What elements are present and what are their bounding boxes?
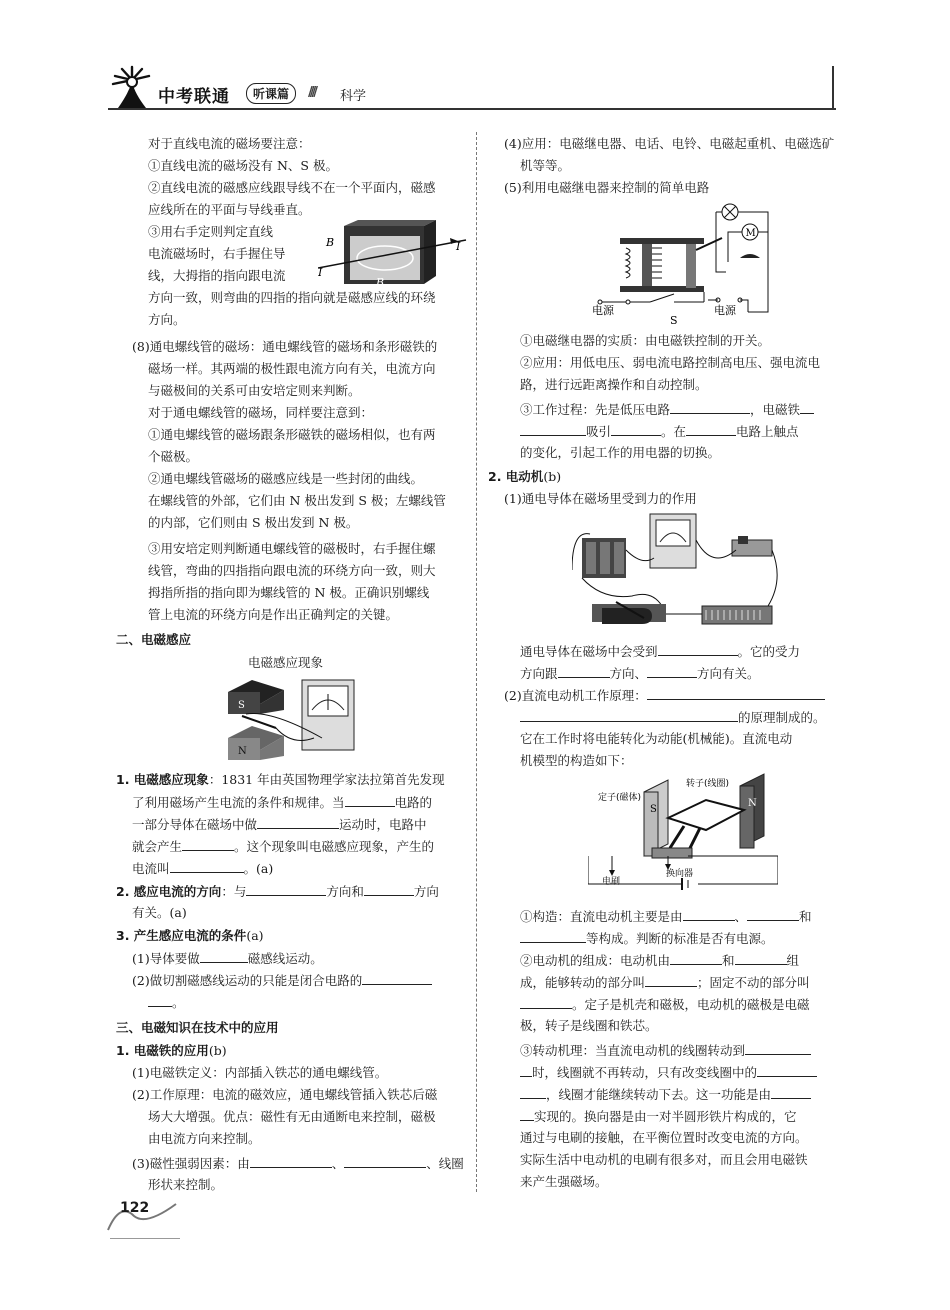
question-4 (116, 1043, 227, 1059)
question-text: 。它的受力 (737, 644, 801, 659)
text-line: ③用安培定则判断通电螺线管的磁极时，右手握住螺 (148, 541, 436, 556)
straight-wire-field-figure (318, 220, 468, 288)
text-line: ①直线电流的磁场没有 N、S 极。 (148, 158, 338, 173)
label-stator: 定子(磁体) (598, 793, 642, 803)
text-line: 极，转子是线圈和铁芯。 (520, 1018, 658, 1033)
fill-blank[interactable] (148, 994, 172, 1007)
fill-blank[interactable] (745, 1042, 811, 1055)
fill-blank[interactable] (520, 423, 586, 436)
text-line (520, 908, 812, 925)
text-line (148, 994, 185, 1011)
question-text: 等构成。判断的标准是否有电源。 (586, 931, 774, 946)
question-text: ：1831 年由英国物理学家法拉第首先发现 (208, 772, 445, 787)
question-text: ，线圈才能继续转动下去。这一功能是由 (546, 1087, 772, 1102)
question-text: 和 (722, 953, 735, 968)
question-text: 通电导体在磁场中会受到 (520, 644, 658, 659)
text-line: 的变化，引起工作的用电器的切换。 (520, 445, 721, 460)
question-heading: 1. 电磁感应现象 (116, 772, 209, 787)
question-text: ；固定不动的部分叫 (697, 975, 810, 990)
text-line: 与磁极间的关系可由安培定则来判断。 (148, 383, 361, 398)
question-heading: 2. 感应电流的方向 (116, 884, 222, 899)
question-text: 和 (799, 909, 812, 924)
question-text: 的原理制成的。 (738, 710, 826, 725)
question-text: 一部分导体在磁场中做 (132, 817, 258, 832)
text-line (132, 950, 323, 967)
text-line (520, 709, 826, 726)
fill-blank[interactable] (364, 883, 414, 896)
text-line (132, 860, 273, 877)
text-line (132, 972, 432, 989)
question-text: 方向 (413, 884, 439, 899)
text-line: 方向。 (148, 312, 186, 327)
fill-blank[interactable] (558, 665, 610, 678)
fill-blank[interactable] (200, 950, 248, 963)
fill-blank[interactable] (520, 1108, 534, 1121)
subject-label: 科学 (340, 89, 367, 104)
page-number: 122 (120, 1200, 150, 1216)
question-text: 就会产生 (132, 839, 183, 854)
text-line: 机等等。 (520, 158, 571, 173)
text-line (520, 643, 800, 660)
text-line (504, 687, 825, 704)
text-line: 路，进行远距离操作和自动控制。 (520, 377, 708, 392)
text-line: 由电流方向来控制。 (148, 1131, 261, 1146)
dc-motor-figure (588, 772, 778, 896)
text-line: 形状来控制。 (148, 1177, 224, 1192)
text-line: ②直线电流的磁感应线跟导线不在一个平面内，磁感 (148, 180, 436, 195)
text-line: 的内部，它们则由 S 极出发到 N 极。 (148, 515, 359, 530)
question-text: 实现的。换向器是由一对半圆形铁片构成的，它 (534, 1109, 797, 1124)
question-text: 、线圈 (426, 1156, 464, 1171)
question-text: 运动时，电路中 (339, 817, 427, 832)
text-line (520, 952, 799, 969)
text-line: (1)通电导体在磁场里受到力的作用 (504, 491, 697, 506)
em-induction-figure (222, 676, 356, 762)
question-text: ③工作过程：先是低压电路 (520, 402, 671, 417)
fill-blank[interactable] (645, 974, 697, 987)
text-line: ①电磁继电器的实质：由电磁铁控制的开关。 (520, 333, 771, 348)
fill-blank[interactable] (170, 860, 244, 873)
text-line: (4)应用：电磁继电器、电话、电铃、电磁起重机、电磁选矿 (504, 136, 835, 151)
force-on-conductor-figure (572, 510, 784, 636)
fill-blank[interactable] (182, 838, 234, 851)
question-text: 方向和 (326, 884, 364, 899)
question-3 (116, 928, 264, 944)
text-line (520, 1042, 811, 1059)
label-s: S (238, 700, 245, 711)
fill-blank[interactable] (771, 1086, 811, 1099)
question-text: 电路的 (394, 795, 433, 810)
question-text: 。这个现象叫电磁感应现象，产生的 (234, 839, 435, 854)
text-line: 对于直线电流的磁场要注意： (148, 136, 311, 151)
question-1 (116, 772, 445, 788)
question-text: 磁感线运动。 (247, 951, 323, 966)
text-line: 磁场一样。其两端的极性跟电流方向有关，电流方向 (148, 361, 436, 376)
text-line: 管上电流的环绕方向是作出正确判定的关键。 (148, 607, 399, 622)
fill-blank[interactable] (683, 908, 735, 921)
sun-tree-logo-icon (108, 64, 156, 110)
question-heading: 2. 电动机 (488, 469, 544, 484)
text-line (132, 794, 432, 811)
label-i1: I (318, 266, 323, 279)
text-line: ③用右手定则判定直线 (148, 224, 274, 239)
question-text: 组 (786, 953, 800, 968)
column-divider (476, 132, 477, 1192)
question-text: (b) (208, 1043, 227, 1058)
text-line: (5)利用电磁继电器来控制的简单电路 (504, 180, 710, 195)
question-motor (488, 469, 561, 485)
text-line (520, 423, 799, 440)
question-text: 。定子是机壳和磁极，电动机的磁极是电磁 (572, 997, 810, 1012)
text-line: (8)通电螺线管的磁场：通电螺线管的磁场和条形磁铁的 (132, 339, 438, 354)
decor-slashes: //// (308, 85, 315, 100)
text-line: 线管，弯曲的四指指向跟电流的环绕方向一致，则大 (148, 563, 436, 578)
text-line (520, 1064, 817, 1081)
label-motor-n: N (748, 798, 757, 809)
text-line (520, 930, 774, 947)
text-line: 对于通电螺线管的磁场，同样要注意到： (148, 405, 374, 420)
label-b1: B (326, 236, 335, 249)
question-2 (116, 883, 439, 900)
fill-blank[interactable] (520, 709, 738, 722)
text-line (520, 974, 810, 991)
question-text: ②电动机的组成：电动机由 (520, 953, 671, 968)
text-line: ①通电螺线管的磁场跟条形磁铁的磁场相似，也有两 (148, 427, 436, 442)
question-text: (2)直流电动机工作原理： (504, 688, 647, 703)
label-n: N (238, 746, 247, 757)
header-rule (108, 108, 836, 110)
fill-blank[interactable] (735, 952, 787, 965)
question-text: 。在 (661, 424, 687, 439)
question-heading: 3. 产生感应电流的条件 (116, 928, 247, 943)
text-line: 实际生活中电动机的电刷有很多对，而且会用电磁铁 (520, 1152, 808, 1167)
fill-blank[interactable] (670, 952, 722, 965)
label-power-1: 电源 (592, 304, 614, 317)
text-line (520, 1086, 811, 1103)
fill-blank[interactable] (647, 687, 825, 700)
text-line: 在螺线管的外部，它们由 N 极出发到 S 极；左螺线管 (148, 493, 446, 508)
question-text: 方向有关。 (697, 666, 760, 681)
text-line: 有关。(a) (132, 905, 187, 920)
label-commutator: 换向器 (666, 869, 694, 879)
question-text: 、 (734, 909, 748, 924)
fill-blank[interactable] (250, 1155, 332, 1168)
text-line: 个磁极。 (148, 449, 199, 464)
question-text: 时，线圈就不再转动，只有改变线圈中的 (532, 1065, 758, 1080)
question-text: (2)做切割磁感线运动的只能是闭合电路的 (132, 973, 363, 988)
label-motor-s: S (650, 804, 657, 815)
question-text: 吸引 (586, 424, 612, 439)
question-text: 方向、 (609, 666, 648, 681)
fill-blank[interactable] (344, 1155, 426, 1168)
fill-blank[interactable] (362, 972, 432, 985)
question-heading: 1. 电磁铁的应用 (116, 1043, 209, 1058)
label-b2: B (376, 276, 385, 288)
question-text: 。 (172, 995, 185, 1010)
question-text: (a) (246, 928, 264, 943)
question-text: ①构造：直流电动机主要是由 (520, 909, 683, 924)
text-line: 应线所在的平面与导线垂直。 (148, 202, 311, 217)
fill-blank[interactable] (686, 423, 736, 436)
label-m: M (745, 228, 756, 239)
label-brush: 电刷 (602, 877, 621, 887)
text-line: (1)电磁铁定义：内部插入铁芯的通电螺线管。 (132, 1065, 388, 1080)
text-line: (2)工作原理：电流的磁效应，通电螺线管插入铁芯后磁 (132, 1087, 438, 1102)
text-line: 机模型的构造如下： (520, 753, 633, 768)
fill-blank[interactable] (658, 643, 738, 656)
footer-rule (110, 1238, 180, 1239)
header-rule-vertical (832, 66, 834, 110)
text-line: 来产生强磁场。 (520, 1174, 608, 1189)
question-text: ，电磁铁 (750, 402, 801, 417)
question-text: 了利用磁场产生电流的条件和规律。当 (132, 795, 345, 810)
fill-blank[interactable] (520, 930, 586, 943)
question-text: 方向跟 (520, 666, 558, 681)
page-header (108, 70, 836, 112)
fill-blank[interactable] (747, 908, 799, 921)
fill-blank[interactable] (757, 1064, 817, 1077)
text-line (520, 1108, 797, 1125)
question-text: (3)磁性强弱因素：由 (132, 1156, 250, 1171)
text-line: ②通电螺线管磁场的磁感应线是一些封闭的曲线。 (148, 471, 424, 486)
fill-blank[interactable] (670, 401, 750, 414)
fill-blank[interactable] (246, 883, 326, 896)
text-line (132, 816, 427, 833)
relay-circuit-figure (590, 200, 780, 328)
text-line (132, 838, 434, 855)
text-line: 方向一致，则弯曲的四指的指向就是磁感应线的环绕 (148, 290, 436, 305)
fill-blank[interactable] (520, 1064, 532, 1077)
section-badge: 听课篇 (246, 83, 296, 104)
question-text: (b) (543, 469, 562, 484)
text-line: 线，大拇指的指向跟电流 (148, 268, 286, 283)
text-line (132, 1155, 464, 1172)
question-text: (1)导体要做 (132, 951, 200, 966)
series-title: 中考联通 (158, 87, 230, 107)
fill-blank[interactable] (520, 1086, 546, 1099)
label-switch-s: S (670, 314, 678, 327)
question-text: ：与 (221, 884, 247, 899)
text-line: 拇指所指的指向即为螺线管的 N 极。正确识别螺线 (148, 585, 430, 600)
label-i2: I (456, 240, 461, 253)
text-line (520, 665, 760, 682)
text-line (520, 996, 810, 1013)
question-text: 。(a) (243, 861, 274, 876)
question-text: 电路上触点 (736, 424, 799, 439)
fill-blank[interactable] (520, 996, 572, 1009)
text-line: 通过与电刷的接触，在平衡位置时改变电流的方向。 (520, 1130, 808, 1145)
label-power-2: 电源 (714, 304, 736, 317)
fill-blank[interactable] (345, 794, 395, 807)
fill-blank[interactable] (800, 401, 814, 414)
question-text: 、 (331, 1156, 345, 1171)
label-rotor: 转子(线圈) (686, 779, 730, 789)
question-text: 电流叫 (132, 861, 170, 876)
text-line: 电流磁场时，右手握住导 (148, 246, 286, 261)
figure-caption: 电磁感应现象 (248, 655, 324, 670)
text-line: 它在工作时将电能转化为动能(机械能)。直流电动 (520, 731, 793, 746)
text-line (520, 401, 814, 418)
fill-blank[interactable] (257, 816, 339, 829)
section-heading: 二、电磁感应 (116, 632, 192, 647)
question-text: ③转动机理：当直流电动机的线圈转动到 (520, 1043, 746, 1058)
fill-blank[interactable] (611, 423, 661, 436)
question-text: 成，能够转动的部分叫 (520, 975, 646, 990)
text-line: 场大大增强。优点：磁性有无由通断电来控制，磁极 (148, 1109, 436, 1124)
section-heading: 三、电磁知识在技术中的应用 (116, 1020, 279, 1035)
fill-blank[interactable] (647, 665, 697, 678)
text-line: ②应用：用低电压、弱电流电路控制高电压、强电流电 (520, 355, 821, 370)
